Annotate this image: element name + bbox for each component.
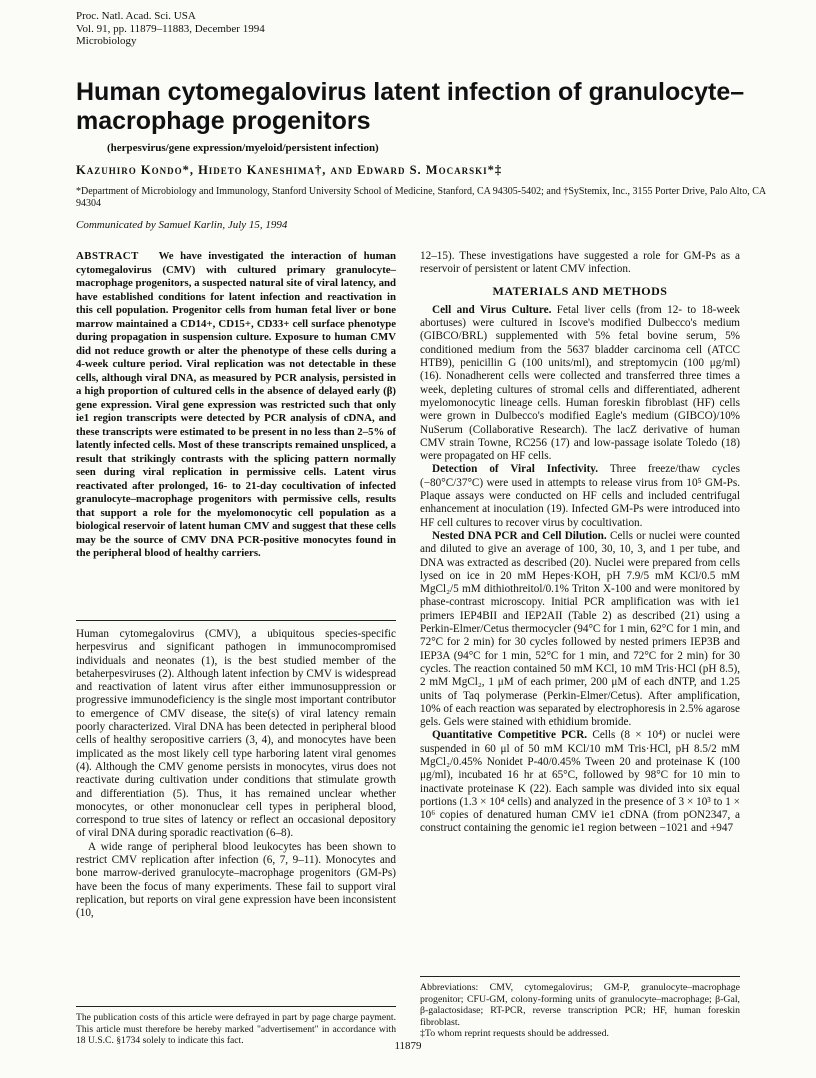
abstract <box>76 250 396 561</box>
journal-name: Proc. Natl. Acad. Sci. USA <box>76 10 196 22</box>
abbreviations-divider <box>420 976 740 977</box>
introduction <box>76 628 396 921</box>
right-column <box>420 250 740 836</box>
intro-continuation: 12–15). These investigations have suggested a role for GM-Ps as a reservoir of persistent or latent CMV infection. <box>420 250 740 276</box>
footnote-divider <box>76 1006 396 1007</box>
heading-viral-infectivity: Detection of Viral Infectivity. <box>432 463 599 476</box>
heading-cell-culture: Cell and Virus Culture. <box>432 303 552 316</box>
abstract-divider <box>76 620 396 621</box>
page-number: 11879 <box>394 1040 422 1052</box>
authors: Kazuhiro Kondo*, Hideto Kaneshima†, and Edward S. Mocarski*‡ <box>76 163 503 177</box>
volume-info: Vol. 91, pp. 11879–11883, December 1994 <box>76 22 265 35</box>
affiliations: *Department of Microbiology and Immunology, Stanford University School of Medicine, Stanford, CA 94305-5402; and †SyStemix, Inc., 3155 Porter Drive, Palo Alto, CA 94304 <box>76 186 766 209</box>
abstract-label: ABSTRACT <box>76 250 139 262</box>
paragraph-cell-culture: Cell and Virus Culture. Fetal liver cells (from 12- to 18-week abortuses) were cultured in Iscove's modified Dulbecco's medium (GIBCO/BRL) supplemented with 5% fetal bovine serum, 5% conditioned medium from the 5637 bladder carcinoma cell (ATCC HTB9), penicillin G (100 units/ml), and streptomycin (100 μg/ml) (16). Nonadherent cells were collected and transferred three times a week, depleting cultures of stromal cells and differentiated, adherent myelomonocytic lineage cells. Human foreskin fibroblast (HF) cells were grown in Dulbecco's modified Eagle's medium (GIBCO)/10% NuSerum (Collaborative Research). The lacZ derivative of human CMV strain Towne, RC256 (17) and low-passage isolate Toledo (18) were propagated on HF cells. <box>420 303 741 463</box>
heading-quantitative-pcr: Quantitative Competitive PCR. <box>432 729 588 742</box>
paragraph-quantitative-pcr: Quantitative Competitive PCR. Cells (8 × 10⁴) or nuclei were suspended in 60 μl of 50 mM KCl/10 mM Tris·HCl, pH 8.5/2 mM MgCl₂/0.45% Nonidet P-40/0.45% Tween 20 and proteinase K (100 μg/ml), incubated 16 hr at 65°C, followed by 98°C for 10 min to inactivate proteinase K (22). Each sample was divided into six equal portions (1.3 × 10⁴ cells) and analyzed in the presence of 3 × 10³ to 1 × 10⁶ copies of denatured human CMV ie1 cDNA (from pON2347, a construct containing the genomic ie1 region between −1021 and +947 <box>420 729 740 835</box>
abstract-text: We have investigated the interaction of human cytomegalovirus (CMV) with cultured primary granulocyte–macrophage progenitors, a suspected natural site of viral latency, and have established conditions for latent infection and reactivation in this cell population. Progenitor cells from human fetal liver or bone marrow maintained a CD14+, CD15+, CD33+ cell surface phenotype during propagation in suspension culture. Exposure to human CMV did not reduce growth or alter the phenotype of these cells during a 4-week culture period. Viral replication was not detectable in these cells, although viral DNA, as measured by PCR analysis, persisted in a high proportion of cultured cells in the absence of delayed early (β) gene expression. Viral gene expression was restricted such that only ie1 region transcripts were detected by PCR analysis of cDNA, and these transcripts were estimated to be present in no less than 2–5% of latently infected cells. Most of these transcripts remained unspliced, a result that strikingly contrasts with the splicing pattern normally seen during viral replication in permissive cells. Latent virus reactivated after prolonged, 16- to 21-day cocultivation of infected granulocyte–macrophage progenitors with permissive cells, results that support a role for the myelomonocytic cell population as a biological reservoir of latent human CMV and suggest that these cells may be the source of CMV DNA PCR-positive monocytes found in the peripheral blood of healthy carriers. <box>76 250 396 559</box>
paragraph-nested-pcr: Nested DNA PCR and Cell Dilution. Cells or nuclei were counted and diluted to give an average of 100, 30, 10, 3, and 1 per tube, and DNA was extracted as described (20). Nuclei were prepared from cells lysed on ice in 20 mM Hepes·KOH, pH 7.9/5 mM KCl/0.5 mM MgCl₂/5 mM dithiothreitol/0.1% Triton X-100 and were monitored by phase-contrast microscopy. Initial PCR amplification was with ie1 primers IEP4BII and IEP2AII (Table 2) as described (21) using a Perkin-Elmer/Cetus thermocycler (94°C for 1 min, 62°C for 1 min, and 72°C for 2 min) for 30 cycles followed by nested primers IEP3B and IEP3A (94°C for 1 min, 52°C for 1 min, and 72°C for 2 min) for 30 cycles. The reaction contained 50 mM KCl, 10 mM Tris·HCl (pH 8.5), 2 mM MgCl₂, 1 μM of each primer, 200 μM of each dNTP, and 1.25 units of Taq polymerase (Perkin-Elmer/Cetus). After amplification, 10% of each reaction was separated by electrophoresis in 2.5% agarose gels. Gels were stained with ethidium bromide. <box>420 529 741 729</box>
abbreviations-text: Abbreviations: CMV, cytomegalovirus; GM-P, granulocyte–macrophage progenitor; CFU-GM, colony-forming units of granulocyte–macrophage; β-Gal, β-galactosidase; RT-PCR, reverse transcription PCR; HF, human foreskin fibroblast. <box>420 982 740 1028</box>
intro-paragraph-2: A wide range of peripheral blood leukocytes has been shown to restrict CMV replication after infection (6, 7, 9–11). Monocytes and bone marrow-derived granulocyte–macrophage progenitors (GM-Ps) have been the focus of many experiments. These fail to support viral replication, but reports on viral gene expression have been inconsistent (10, <box>76 840 396 920</box>
running-header <box>76 10 265 48</box>
reprint-note: ‡To whom reprint requests should be addressed. <box>420 1028 609 1040</box>
communicated-by: Communicated by Samuel Karlin, July 15, 1994 <box>76 219 288 231</box>
keywords: (herpesvirus/gene expression/myeloid/persistent infection) <box>107 142 379 154</box>
paragraph-viral-infectivity: Detection of Viral Infectivity. Three freeze/thaw cycles (−80°C/37°C) were used in attempts to release virus from 10⁵ GM-Ps. Plaque assays were conducted on HF cells and included centrifugal enhancement at inoculation (19). Infected GM-Ps were introduced into HF cell cultures to recover virus by cocultivation. <box>420 463 740 529</box>
section-title-methods: MATERIALS AND METHODS <box>492 283 668 298</box>
heading-nested-pcr: Nested DNA PCR and Cell Dilution. <box>432 529 607 542</box>
abbreviations-footnote <box>420 982 740 1040</box>
publication-cost-note: The publication costs of this article were defrayed in part by page charge payment. This article must therefore be hereby marked "advertisement" in accordance with 18 U.S.C. §1734 solely to indicate this fact. <box>76 1012 396 1046</box>
article-title: Human cytomegalovirus latent infection of granulocyte–macrophage progenitors <box>76 78 745 135</box>
section-name: Microbiology <box>76 35 137 47</box>
intro-paragraph-1: Human cytomegalovirus (CMV), a ubiquitous species-specific herpesvirus and significant pathogen in immunocompromised individuals and neonates (1), is the best studied member of the betaherpesviruses (2). Although latent infection by CMV is widespread and reactivation of latent virus after either immunosuppression or progressive immunodeficiency is the single most important contributor to emergence of CMV disease, the site(s) of viral latency remain poorly characterized. Viral DNA has been detected in peripheral blood cells of healthy seropositive carriers (3, 4), and monocytes have been implicated as the most likely cell type harboring latent viral genomes (4). Although the CMV genome persists in monocytes, virus does not reactivate during cultivation under conditions that stimulate growth and differentiation (5). Thus, it has remained unclear whether monocytes, or other mononuclear cell types in peripheral blood, correspond to true sites of latency or reflect an occasional depository of viral DNA during sporadic reactivation (6–8). <box>76 628 396 840</box>
